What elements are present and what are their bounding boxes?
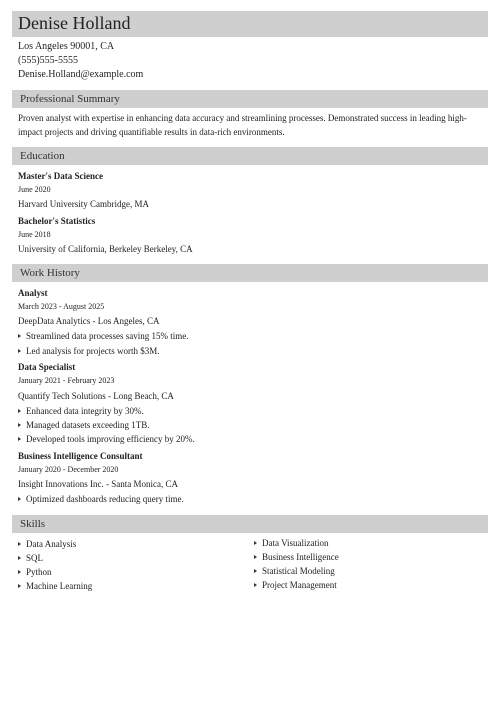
education-school: University of California, Berkeley Berkeley, CA [18,244,193,254]
job-bullet [18,432,195,446]
job-title: Data Specialist [18,362,76,372]
section-title: Skills [20,518,46,530]
candidate-name: Denise Holland [18,13,131,33]
education-date: June 2020 [18,185,51,194]
skill-text: Data Analysis [26,539,77,549]
job-bullet-text: Streamlined data processes saving 15% time. [26,331,189,341]
skill-item [254,578,337,592]
skill-item [18,551,43,565]
name-header [12,11,488,37]
job-dates: January 2020 - December 2020 [18,465,119,474]
job-bullet [18,344,159,358]
contact-block [18,40,143,82]
job-bullet-text: Led analysis for projects worth $3M. [26,346,160,356]
skill-text: Python [26,567,52,577]
section-title: Professional Summary [20,93,120,105]
bullet-icon [18,437,21,441]
contact-phone: (555)555-5555 [18,55,78,66]
summary-text: Proven analyst with expertise in enhancing data accuracy and streamlining processes. Demonstrated success in leading high-impact projects and driving quantifiable results in data-rich environments. [18,113,467,137]
bullet-icon [18,556,21,560]
education-school: Harvard University Cambridge, MA [18,199,149,209]
skill-text: Business Intelligence [262,552,339,562]
skill-item [254,536,329,550]
section-header-skills [12,515,488,533]
bullet-icon [18,497,21,501]
section-title: Work History [20,267,80,279]
skill-item [18,579,92,593]
section-title: Education [20,150,65,162]
job-bullet-text: Enhanced data integrity by 30%. [26,406,144,416]
bullet-icon [254,569,257,573]
section-header-summary [12,90,488,108]
bullet-icon [18,409,21,413]
contact-email: Denise.Holland@example.com [18,69,144,80]
bullet-icon [18,423,21,427]
skill-text: Statistical Modeling [262,566,335,576]
job-bullet [18,329,188,343]
skill-text: SQL [26,553,44,563]
section-header-education [12,147,488,165]
bullet-icon [18,542,21,546]
bullet-icon [18,570,21,574]
job-company: Insight Innovations Inc. - Santa Monica, CA [18,479,178,489]
education-date: June 2018 [18,230,51,239]
job-bullet-text: Optimized dashboards reducing query time. [26,494,184,504]
education-degree: Master's Data Science [18,171,103,181]
education-degree: Bachelor's Statistics [18,216,96,226]
contact-address: Los Angeles 90001, CA [18,41,115,52]
job-dates: March 2023 - August 2025 [18,302,105,311]
skill-text: Project Management [262,580,337,590]
job-company: Quantify Tech Solutions - Long Beach, CA [18,391,174,401]
job-title: Analyst [18,288,48,298]
job-dates: January 2021 - February 2023 [18,376,115,385]
bullet-icon [254,541,257,545]
job-bullet [18,492,184,506]
bullet-icon [254,555,257,559]
bullet-icon [254,583,257,587]
job-bullet [18,418,149,432]
skill-item [18,537,76,551]
skill-item [254,550,339,564]
bullet-icon [18,349,21,353]
job-title: Business Intelligence Consultant [18,451,143,461]
section-header-work [12,264,488,282]
job-bullet-text: Managed datasets exceeding 1TB. [26,420,150,430]
bullet-icon [18,584,21,588]
skill-text: Data Visualization [262,538,329,548]
skill-item [254,564,335,578]
job-bullet-text: Developed tools improving efficiency by 20%. [26,434,195,444]
job-company: DeepData Analytics - Los Angeles, CA [18,316,160,326]
bullet-icon [18,334,21,338]
skill-text: Machine Learning [26,581,93,591]
job-bullet [18,404,144,418]
skill-item [18,565,52,579]
